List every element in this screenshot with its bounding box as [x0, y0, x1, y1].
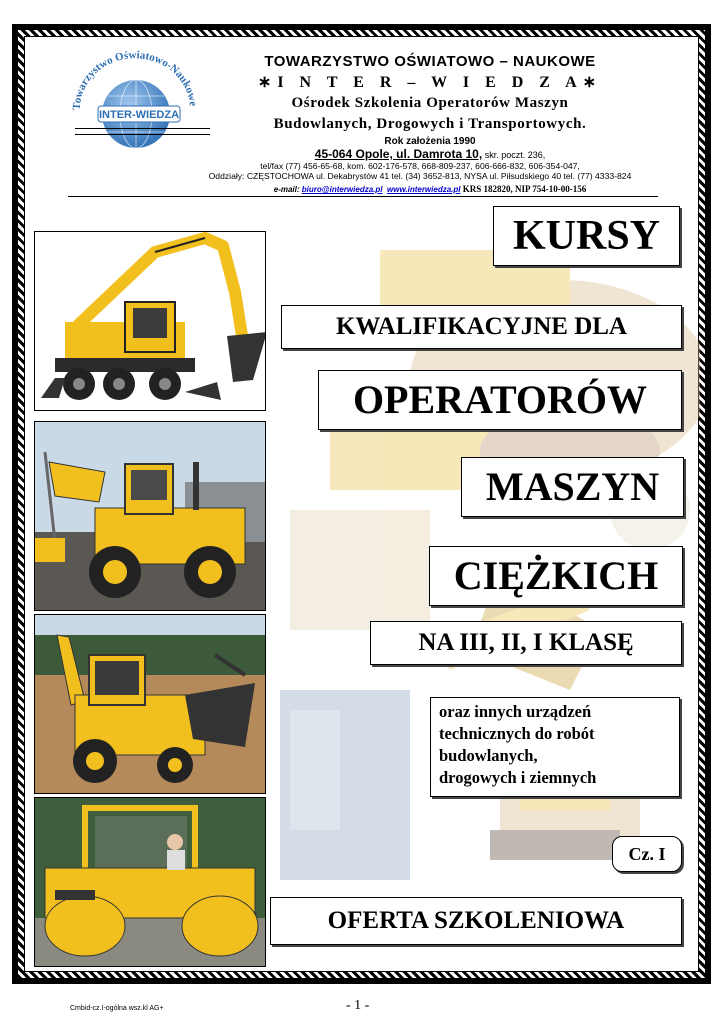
- logo-arc-text: Towarzystwo Oświatowo-Naukowe: [70, 49, 198, 111]
- brand-name: ∗I N T E R – W I E D Z A∗: [257, 74, 603, 91]
- center-description-line2: Budowlanych, Drogowych i Transportowych.: [273, 116, 587, 132]
- inter-wiedza-logo: [58, 48, 198, 148]
- photo-wheel-loader: [34, 421, 266, 611]
- divider: [75, 134, 210, 135]
- title-oferta: [270, 897, 682, 945]
- title-ciezkich-text: CIĘŻKICH: [453, 553, 659, 598]
- other-devices-box: [430, 697, 680, 797]
- title-oferta-text: OFERTA SZKOLENIOWA: [327, 907, 625, 934]
- title-kursy-text: KURSY: [512, 213, 661, 259]
- footer-filename: Cmbid-cz.I-ogólna wsz.kl AG+: [70, 1005, 164, 1012]
- title-ciezkich: [429, 546, 683, 606]
- title-kwalifikacyjne: [281, 305, 682, 349]
- address-line: [180, 147, 680, 161]
- address-main: 45-064 Opole, ul. Damrota 10,: [314, 147, 483, 161]
- title-maszyn-text: MASZYN: [485, 464, 660, 509]
- other-devices-line: budowlanych,: [439, 746, 538, 765]
- other-devices-line: technicznych do robót: [439, 724, 595, 743]
- logo-band-text: INTER-WIEDZA: [98, 109, 180, 121]
- center-description-line1: Ośrodek Szkolenia Operatorów Maszyn: [291, 95, 569, 111]
- founded-year: Rok założenia 1990: [384, 136, 476, 147]
- branch-offices: Oddziały: CZĘSTOCHOWA ul. Dekabrystów 41 tel. (34) 3652-813, NYSA ul. Piłsudskiego 40 tel. (77) 4333-824: [208, 171, 632, 181]
- title-operatorow: [318, 370, 682, 430]
- title-maszyn: [461, 457, 684, 517]
- other-devices-line: oraz innych urządzeń: [439, 702, 592, 721]
- email-link[interactable]: biuro@interwiedza.pl: [301, 185, 383, 194]
- contact-line: [180, 184, 680, 194]
- part-badge: [612, 836, 682, 872]
- page-number: - 1 -: [346, 998, 370, 1013]
- organization-name: TOWARZYSTWO OŚWIATOWO – NAUKOWE: [264, 53, 596, 70]
- phone-numbers: tel/fax (77) 456-65-68, kom. 602-176-578, 668-809-237, 606-666-832, 606-354-047,: [260, 161, 580, 171]
- title-klasy: [370, 621, 682, 665]
- part-badge-text: Cz. I: [628, 844, 666, 864]
- title-kwalifikacyjne-text: KWALIFIKACYJNE DLA: [335, 313, 627, 340]
- email-label: e-mail:: [273, 185, 300, 194]
- other-devices-line: drogowych i ziemnych: [439, 768, 597, 787]
- photo-wheeled-excavator: [34, 231, 266, 411]
- title-klasy-text: NA III, II, I KLASĘ: [418, 629, 634, 656]
- po-box: skr. poczt. 236,: [482, 150, 546, 160]
- website-link[interactable]: www.interwiedza.pl: [387, 185, 461, 194]
- title-kursy: [493, 206, 680, 266]
- krs-nip: KRS 182820, NIP 754-10-00-156: [460, 184, 587, 194]
- photo-backhoe-loader: [34, 614, 266, 794]
- header-divider: [68, 196, 658, 197]
- photo-road-roller: [34, 797, 266, 967]
- title-operatorow-text: OPERATORÓW: [352, 377, 648, 422]
